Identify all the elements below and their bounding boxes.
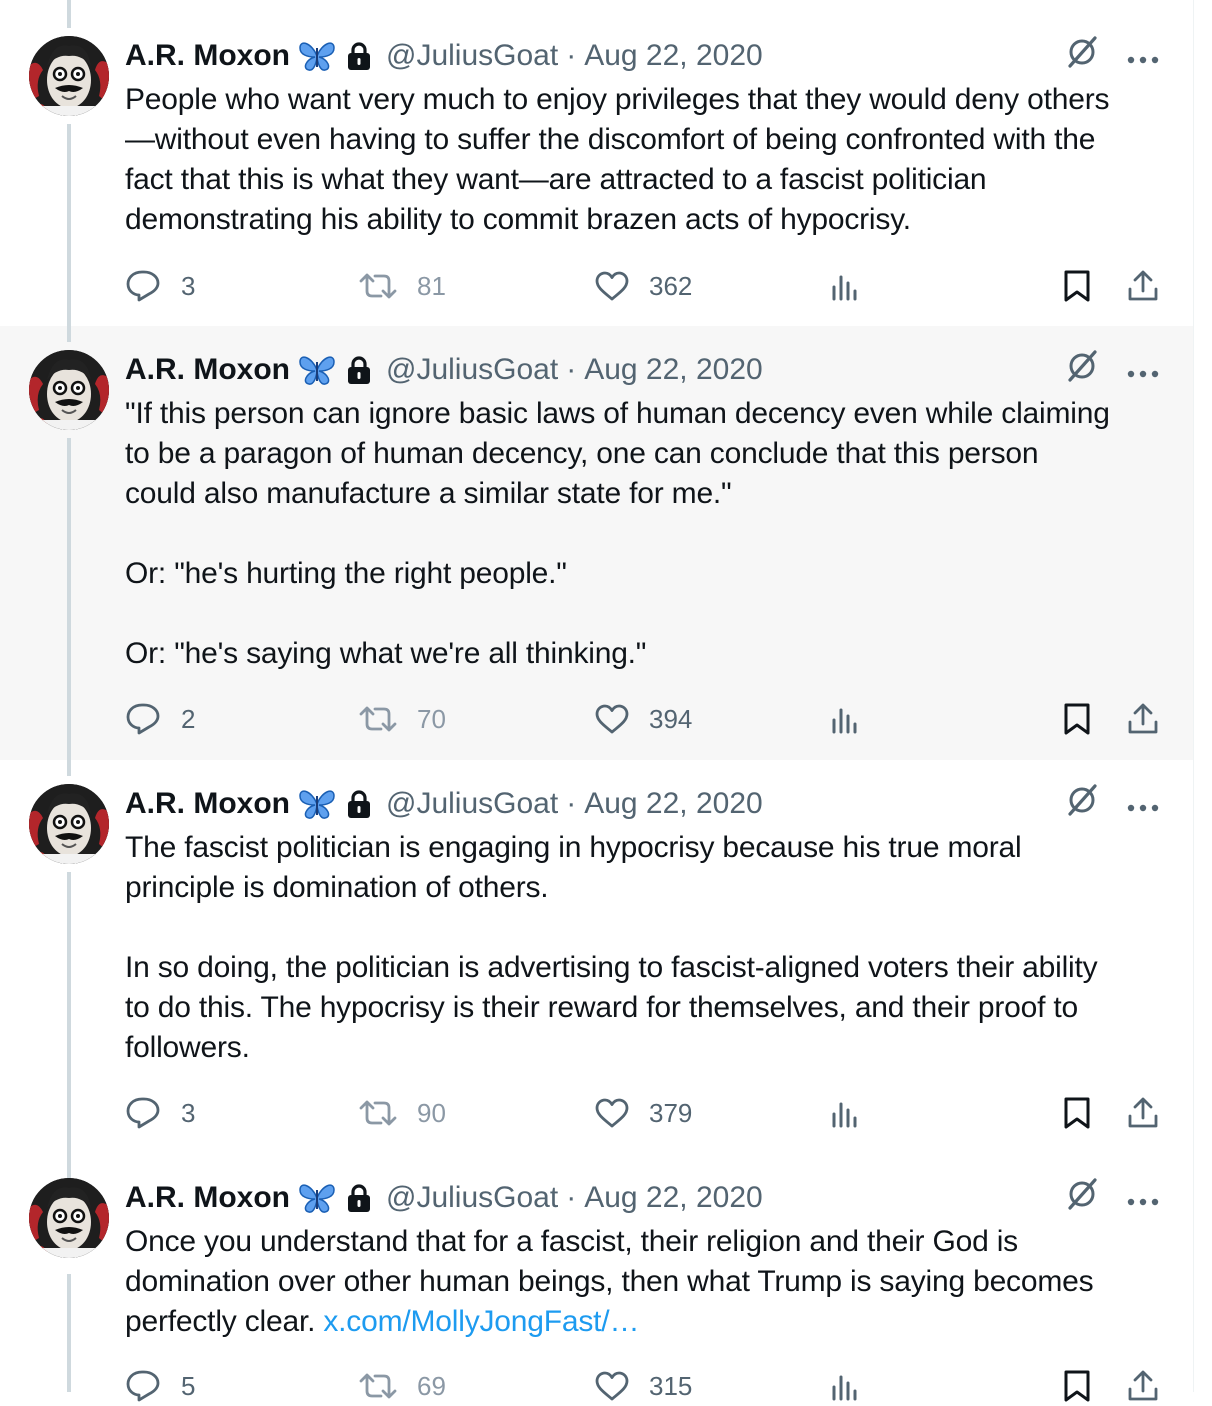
tweet-actions <box>125 1093 1165 1133</box>
grok-slash-icon[interactable] <box>1065 34 1101 78</box>
thread-line <box>67 438 71 760</box>
tweet-text <box>125 1222 1170 1342</box>
avatar[interactable] <box>29 350 109 430</box>
thread-line <box>67 0 71 28</box>
retweet-button[interactable] <box>359 699 446 739</box>
tweet[interactable] <box>0 760 1193 1160</box>
views-icon <box>830 704 870 734</box>
bookmark-icon <box>1063 1369 1101 1403</box>
reply-count: 2 <box>181 703 196 734</box>
bookmark-icon <box>1063 1096 1101 1130</box>
tweet[interactable] <box>0 0 1193 326</box>
like-count: 379 <box>649 1097 693 1128</box>
author-name[interactable]: A.R. Moxon <box>125 39 290 72</box>
share-button[interactable] <box>1127 266 1179 306</box>
like-button[interactable] <box>595 1366 692 1406</box>
reply-button[interactable] <box>125 266 195 306</box>
views-button[interactable] <box>830 1366 880 1406</box>
author-handle[interactable]: @JuliusGoat <box>386 1181 559 1214</box>
reply-count: 3 <box>181 270 196 301</box>
retweet-icon <box>359 704 407 734</box>
avatar[interactable] <box>29 1178 109 1258</box>
like-count: 315 <box>649 1370 693 1401</box>
butterfly-icon[interactable] <box>298 1181 336 1215</box>
tweet-actions <box>125 699 1165 739</box>
views-icon <box>830 1098 870 1128</box>
views-button[interactable] <box>830 266 880 306</box>
share-icon <box>1127 702 1169 736</box>
lock-icon <box>346 1183 372 1213</box>
lock-icon <box>346 355 372 385</box>
tweet-date[interactable]: Aug 22, 2020 <box>584 39 763 72</box>
timeline-border <box>1193 0 1194 1392</box>
tweet-actions <box>125 1366 1165 1406</box>
bookmark-button[interactable] <box>1063 699 1111 739</box>
grok-slash-icon[interactable] <box>1065 1176 1101 1220</box>
views-button[interactable] <box>830 699 880 739</box>
author-handle[interactable]: @JuliusGoat <box>386 787 559 820</box>
separator: · <box>566 1181 577 1214</box>
retweet-count: 70 <box>417 703 446 734</box>
retweet-icon <box>359 1098 407 1128</box>
thread-line <box>67 1274 71 1392</box>
butterfly-icon[interactable] <box>298 39 336 73</box>
tweet-header <box>125 1178 1193 1218</box>
share-button[interactable] <box>1127 1093 1179 1133</box>
separator: · <box>566 787 577 820</box>
tweet-header <box>125 350 1193 390</box>
bookmark-icon <box>1063 269 1101 303</box>
separator: · <box>566 353 577 386</box>
butterfly-icon[interactable] <box>298 353 336 387</box>
views-icon <box>830 271 870 301</box>
like-count: 394 <box>649 703 693 734</box>
retweet-button[interactable] <box>359 266 446 306</box>
share-button[interactable] <box>1127 1366 1179 1406</box>
author-name[interactable]: A.R. Moxon <box>125 1181 290 1214</box>
tweet[interactable] <box>0 1160 1193 1401</box>
lock-icon <box>346 41 372 71</box>
tweet-link[interactable]: x.com/MollyJongFast/… <box>323 1305 640 1338</box>
avatar[interactable] <box>29 784 109 864</box>
grok-slash-icon[interactable] <box>1065 782 1101 826</box>
author-name[interactable]: A.R. Moxon <box>125 353 290 386</box>
more-icon[interactable] <box>1127 353 1159 387</box>
author-handle[interactable]: @JuliusGoat <box>386 39 559 72</box>
thread-line <box>67 1160 71 1178</box>
thread-line <box>67 326 71 342</box>
heart-icon <box>595 271 639 301</box>
bookmark-button[interactable] <box>1063 1093 1111 1133</box>
thread-line <box>67 872 71 1170</box>
bookmark-icon <box>1063 702 1101 736</box>
more-icon[interactable] <box>1127 39 1159 73</box>
reply-count: 3 <box>181 1097 196 1128</box>
like-button[interactable] <box>595 699 692 739</box>
like-count: 362 <box>649 270 693 301</box>
retweet-count: 69 <box>417 1370 446 1401</box>
thread-line <box>67 760 71 776</box>
heart-icon <box>595 1371 639 1401</box>
views-icon <box>830 1371 870 1401</box>
retweet-count: 81 <box>417 270 446 301</box>
retweet-button[interactable] <box>359 1093 446 1133</box>
tweet-header <box>125 36 1193 76</box>
reply-count: 5 <box>181 1370 196 1401</box>
avatar[interactable] <box>29 36 109 116</box>
bookmark-button[interactable] <box>1063 266 1111 306</box>
like-button[interactable] <box>595 266 692 306</box>
tweet-text-content: Once you understand that for a fascist, their religion and their God is domination over other human beings, then what Trump is saying becomes perfectly clear. <box>125 1225 1094 1338</box>
share-icon <box>1127 1369 1169 1403</box>
reply-button[interactable] <box>125 1093 195 1133</box>
tweet-actions <box>125 266 1165 306</box>
reply-icon <box>125 702 171 736</box>
lock-icon <box>346 789 372 819</box>
tweet-date[interactable]: Aug 22, 2020 <box>584 353 763 386</box>
tweet-date[interactable]: Aug 22, 2020 <box>584 787 763 820</box>
like-button[interactable] <box>595 1093 692 1133</box>
share-icon <box>1127 1096 1169 1130</box>
separator: · <box>566 39 577 72</box>
tweet[interactable] <box>0 326 1193 760</box>
reply-button[interactable] <box>125 1366 195 1406</box>
reply-icon <box>125 1369 171 1403</box>
share-button[interactable] <box>1127 699 1179 739</box>
tweet-header <box>125 784 1193 824</box>
retweet-count: 90 <box>417 1097 446 1128</box>
tweet-date[interactable]: Aug 22, 2020 <box>584 1181 763 1214</box>
views-button[interactable] <box>830 1093 880 1133</box>
tweet-text: People who want very much to enjoy privileges that they would deny others —without even having to suffer the discomfort of being confronted with the fact that this is what they want—are attracted to a fascist politician demonstrating his ability to commit brazen acts of hypocrisy. <box>125 83 1110 236</box>
heart-icon <box>595 704 639 734</box>
tweet-text: The fascist politician is engaging in hypocrisy because his true moral principle is domination of others. In so doing, the politician is advertising to fascist-aligned voters their ability to do this. The hypocrisy is their reward for themselves, and their proof to followers. <box>125 831 1098 1064</box>
heart-icon <box>595 1098 639 1128</box>
more-icon[interactable] <box>1127 1181 1159 1215</box>
author-name[interactable]: A.R. Moxon <box>125 787 290 820</box>
retweet-icon <box>359 271 407 301</box>
reply-icon <box>125 1096 171 1130</box>
more-icon[interactable] <box>1127 787 1159 821</box>
grok-slash-icon[interactable] <box>1065 348 1101 392</box>
reply-button[interactable] <box>125 699 195 739</box>
thread-line <box>67 124 71 326</box>
reply-icon <box>125 269 171 303</box>
share-icon <box>1127 269 1169 303</box>
retweet-icon <box>359 1371 407 1401</box>
butterfly-icon[interactable] <box>298 787 336 821</box>
author-handle[interactable]: @JuliusGoat <box>386 353 559 386</box>
retweet-button[interactable] <box>359 1366 446 1406</box>
tweet-text: "If this person can ignore basic laws of human decency even while claiming to be a paragon of human decency, one can conclude that this person could also manufacture a similar state for me." Or: "he's hurting the right people." Or: "he's saying what we're all thinking." <box>125 397 1110 670</box>
bookmark-button[interactable] <box>1063 1366 1111 1406</box>
